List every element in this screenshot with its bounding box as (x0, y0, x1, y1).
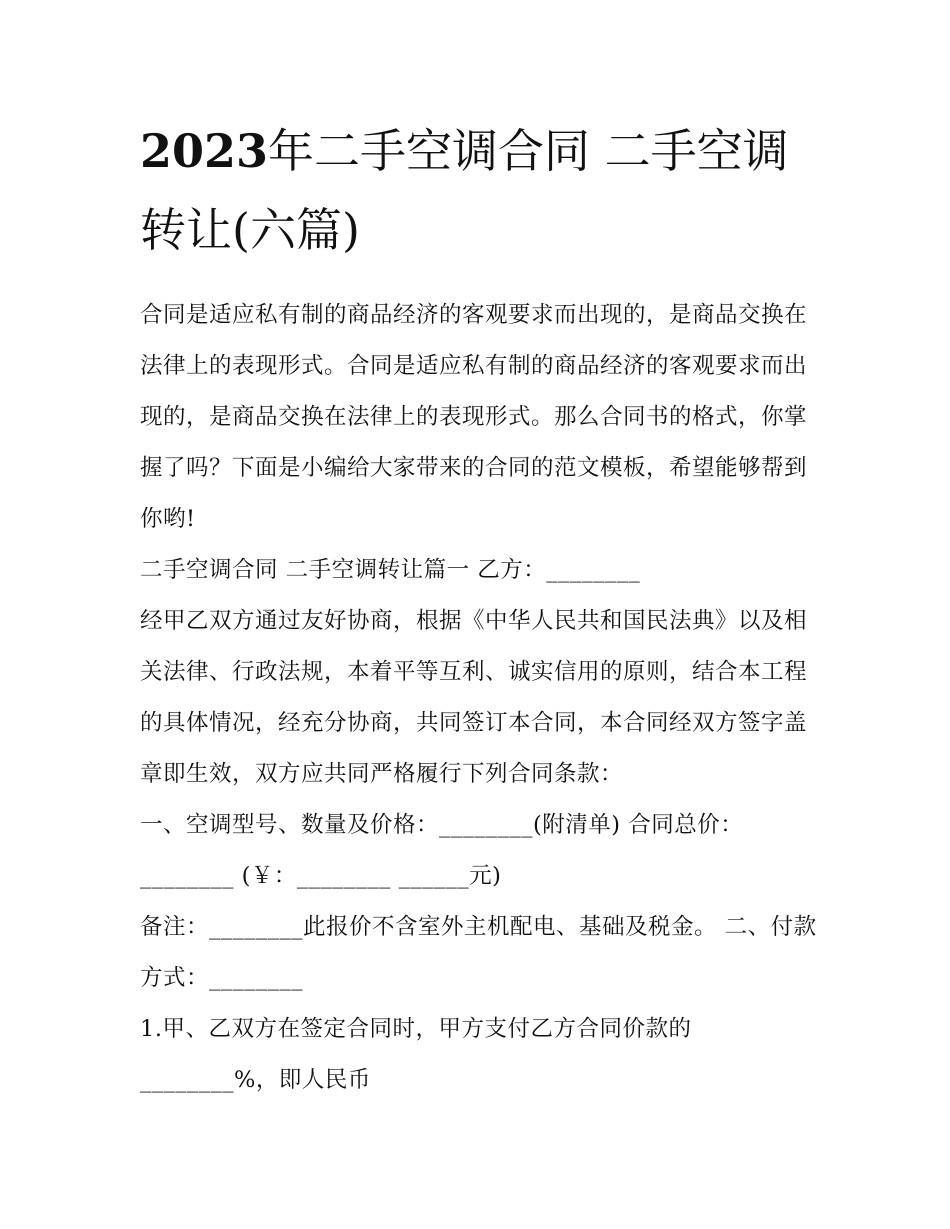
document-title (140, 112, 820, 270)
agreement-paragraph: 经甲乙双方通过友好协商，根据《中华人民共和国民法典》以及相关法律、行政法规，本着平等互利、诚实信用的原则，结合本工程的具体情况，经充分协商，共同签订本合同，本合同经双方签字盖章即生效，双方应共同严格履行下列合同条款： (140, 608, 808, 787)
section-heading-paragraph: 二手空调合同 二手空调转让篇一 乙方：________ (140, 557, 641, 583)
clause-remark-payment: 备注：________此报价不含室外主机配电、基础及税金。 二、付款方式：________ (140, 914, 817, 991)
clause-payment-1: 1.甲、乙双方在签定合同时，甲方支付乙方合同价款的________%，即人民币 (140, 1016, 692, 1093)
title-year: 2023 (140, 124, 269, 178)
title-text: 年二手空调合同 二手空调转让(六篇) (140, 124, 789, 257)
intro-paragraph: 合同是适应私有制的商品经济的客观要求而出现的，是商品交换在法律上的表现形式。合同是适应私有制的商品经济的客观要求而出现的，是商品交换在法律上的表现形式。那么合同书的格式，你掌握了吗？下面是小编给大家带来的合同的范文模板，希望能够帮到你哟! (140, 302, 808, 532)
clause-model-price: 一、空调型号、数量及价格：________(附清单) 合同总价：________ (￥：________ ______元) (140, 812, 744, 889)
document-page (140, 112, 820, 1106)
